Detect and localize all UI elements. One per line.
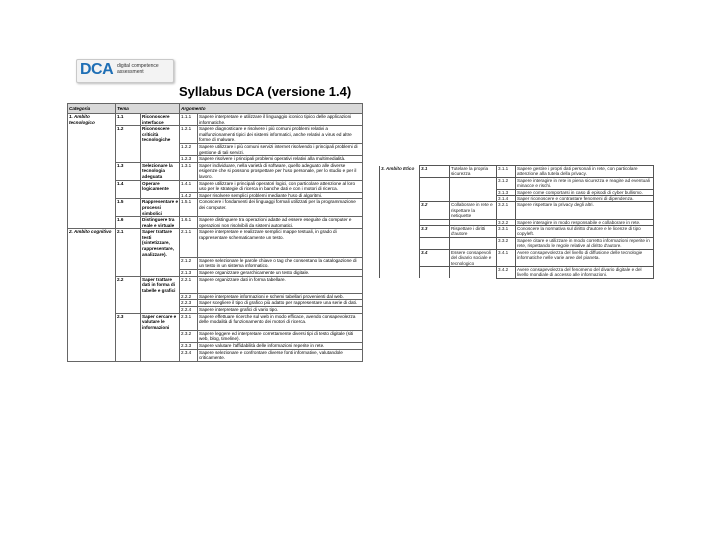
- tema-code: [116, 307, 141, 314]
- tema-name: [450, 237, 497, 249]
- argomento-code: 1.1.1: [180, 114, 198, 126]
- category-cell: [68, 293, 116, 300]
- table-row: [380, 177, 654, 189]
- argomento-text: Saper risolvere semplici problemi mediante l'uso di algoritmi.: [198, 192, 363, 199]
- tema-name: Rispettare i diritti d'autore: [450, 226, 497, 238]
- table-row: [68, 276, 363, 293]
- category-cell: [68, 126, 116, 144]
- argomento-code: 3.3.1: [497, 226, 516, 238]
- tema-name: Saper trattare testi (sintetizzare, rappresentare, analizzare).: [141, 229, 180, 257]
- tema-code: [420, 237, 450, 249]
- table-row: [68, 269, 363, 276]
- category-cell: [380, 237, 420, 249]
- argomento-text: Sapere utilizzare i principali operatori logici, con particolare attenzione al loro uso per le strategie di ricerca in banche dati e con i motori di ricerca.: [198, 180, 363, 192]
- category-cell: [68, 307, 116, 314]
- argomento-code: 3.4.2: [497, 266, 516, 278]
- argomento-text: Avere consapevolezza del livello di diffusione delle tecnologie informatiche nelle varie aree del pianeta.: [516, 249, 654, 266]
- argomento-code: 1.5.1: [180, 199, 198, 217]
- argomento-code: 3.1.2: [497, 177, 516, 189]
- argomento-text: Sapere diagnosticare e risolvere i più comuni problemi relativi a malfunzionamenti tipici dei sistemi informatici, anche relativi a virus ed altre forme di malware.: [198, 126, 363, 144]
- tema-name: [450, 266, 497, 278]
- tema-name: [141, 293, 180, 300]
- argomento-text: Sapere distinguere tra operazioni adatte ad essere eseguite da computer e operazioni non risolvibili da sistemi automatici.: [198, 217, 363, 229]
- tema-code: 1.1: [116, 114, 141, 126]
- argomento-code: 3.3.2: [497, 237, 516, 249]
- category-cell: [380, 202, 420, 219]
- table-row: [68, 192, 363, 199]
- table-row: [380, 237, 654, 249]
- tema-name: Operare logicamente: [141, 180, 180, 192]
- table-row: [68, 300, 363, 307]
- argomento-code: 1.2.1: [180, 126, 198, 144]
- category-cell: 2. Ambito cognitivo: [68, 229, 116, 257]
- argomento-code: 1.3.1: [180, 162, 198, 180]
- table-row: [68, 229, 363, 257]
- argomento-text: Sapere interagire in modo responsabile e collaborare in rete.: [516, 219, 654, 225]
- tema-code: [116, 330, 141, 342]
- category-cell: 3. Ambito Etico: [380, 166, 420, 178]
- tema-code: 1.6: [116, 217, 141, 229]
- argomento-code: 1.6.1: [180, 217, 198, 229]
- header-tema: Tema: [116, 104, 180, 114]
- tema-code: 3.4: [420, 249, 450, 266]
- table-header-row: [68, 104, 363, 114]
- table-row: [68, 126, 363, 144]
- argomento-code: 2.2.4: [180, 307, 198, 314]
- argomento-text: Avere consapevolezza del fenomeno del divario digitale e del livello mondiale di accesso alle informazioni.: [516, 266, 654, 278]
- argomento-text: Sapere leggere ed interpretare correttamente diversi tipi di testo digitale (siti web, blog, timeline).: [198, 330, 363, 342]
- tema-code: [116, 192, 141, 199]
- tema-code: 1.3: [116, 162, 141, 180]
- table-row: [68, 330, 363, 342]
- table-row: [68, 114, 363, 126]
- category-cell: [68, 343, 116, 350]
- argomento-text: Sapere come comportarsi in caso di episodi di cyber bullismo.: [516, 189, 654, 195]
- category-cell: [68, 330, 116, 342]
- category-cell: [68, 162, 116, 180]
- table-row: [68, 199, 363, 217]
- table-row: [68, 217, 363, 229]
- table-row: [380, 266, 654, 278]
- argomento-text: Sapere valutare l'affidabilità delle informazioni reperite in rete.: [198, 343, 363, 350]
- tema-code: 1.5: [116, 199, 141, 217]
- argomento-code: 2.1.2: [180, 257, 198, 269]
- tema-name: Saper trattare dati in forma di tabelle e grafici: [141, 276, 180, 293]
- table-row: [380, 166, 654, 178]
- argomento-text: Sapere selezionare le parole chiave o tag che consentano la catalogazione di un testo in un sistema informatico.: [198, 257, 363, 269]
- tema-code: [420, 266, 450, 278]
- table-row: [68, 349, 363, 361]
- category-cell: [68, 269, 116, 276]
- table-row: [380, 202, 654, 219]
- table-row: [68, 180, 363, 192]
- tema-name: Riconoscere interfacce: [141, 114, 180, 126]
- category-cell: [68, 192, 116, 199]
- argomento-code: 3.1.4: [497, 196, 516, 202]
- tema-name: Essere consapevoli del divario sociale e tecnologico: [450, 249, 497, 266]
- argomento-text: Sapere interagire in rete in piena sicurezza e reagire ad eventuali minacce e rischi.: [516, 177, 654, 189]
- table-row: [380, 249, 654, 266]
- tema-code: [116, 343, 141, 350]
- argomento-text: Conoscere la normativa sul diritto d'autore e le licenze di tipo copyleft.: [516, 226, 654, 238]
- tema-name: [141, 349, 180, 361]
- header-argomento: Argomento: [180, 104, 363, 114]
- argomento-code: 2.3.3: [180, 343, 198, 350]
- tema-code: [116, 293, 141, 300]
- tema-code: [116, 156, 141, 163]
- argomento-text: Sapere effettuare ricerche sul web in modo efficace, avendo consapevolezza delle modalità di funzionamento dei motori di ricerca.: [198, 313, 363, 330]
- tema-name: Tutelare la propria sicurezza: [450, 166, 497, 178]
- tema-code: 2.3: [116, 313, 141, 330]
- category-cell: [68, 300, 116, 307]
- tema-code: 3.3: [420, 226, 450, 238]
- argomento-text: Saper scegliere il tipo di grafico più adatto per rappresentare una serie di dati.: [198, 300, 363, 307]
- argomento-code: 2.2.1: [180, 276, 198, 293]
- argomento-text: Sapere organizzare dati in forma tabellare.: [198, 276, 363, 293]
- page-title: Syllabus DCA (versione 1.4): [179, 84, 352, 99]
- argomento-text: Sapere selezionare e confrontare diverse fonti informative, valutandole criticamente.: [198, 349, 363, 361]
- logo-box: [76, 59, 174, 83]
- argomento-code: 2.2.2: [180, 293, 198, 300]
- category-cell: [68, 313, 116, 330]
- tema-name: [141, 156, 180, 163]
- category-cell: [380, 177, 420, 189]
- argomento-text: Sapere utilizzare i più comuni servizi internet risolvendo i principali problemi di gestione di tali servizi.: [198, 143, 363, 155]
- argomento-text: Sapere interpretare e utilizzare il linguaggio iconico tipico delle applicazioni informatiche.: [198, 114, 363, 126]
- tema-name: [141, 192, 180, 199]
- tema-name: Distinguere tra reale e virtuale: [141, 217, 180, 229]
- argomento-text: Sapere interpretare informazioni e schemi tabellari provenienti dal web.: [198, 293, 363, 300]
- argomento-code: 1.4.2: [180, 192, 198, 199]
- argomento-code: 1.4.1: [180, 180, 198, 192]
- header-categoria: Categoria: [68, 104, 116, 114]
- tema-code: 2.1: [116, 229, 141, 257]
- tema-name: [141, 300, 180, 307]
- argomento-code: 2.3.4: [180, 349, 198, 361]
- argomento-code: 3.1.3: [497, 189, 516, 195]
- category-cell: [380, 226, 420, 238]
- argomento-code: 3.2.2: [497, 219, 516, 225]
- category-cell: [68, 156, 116, 163]
- table-row: [68, 162, 363, 180]
- tema-code: 2.2: [116, 276, 141, 293]
- category-cell: [68, 349, 116, 361]
- argomento-code: 3.1.1: [497, 166, 516, 178]
- argomento-code: 2.1.1: [180, 229, 198, 257]
- tema-name: Selezionare la tecnologia adeguata: [141, 162, 180, 180]
- argomento-text: Sapere rispettare la privacy degli altri.: [516, 202, 654, 219]
- tema-code: [116, 269, 141, 276]
- tema-name: [141, 143, 180, 155]
- category-cell: [380, 249, 420, 266]
- logo-brand: DCA: [80, 61, 114, 78]
- argomento-text: Sapere interpretare grafici di vario tipo.: [198, 307, 363, 314]
- table-row: [68, 293, 363, 300]
- tema-name: [450, 177, 497, 189]
- table-row: [380, 226, 654, 238]
- tema-code: [116, 349, 141, 361]
- table-row: [68, 307, 363, 314]
- argomento-text: Saper riconoscere e contrastare fenomeni di dipendenza.: [516, 196, 654, 202]
- argomento-code: 2.1.3: [180, 269, 198, 276]
- tema-name: Riconoscere criticità tecnologiche: [141, 126, 180, 144]
- table-row: [68, 143, 363, 155]
- tema-name: Saper cercare e valutare le informazioni: [141, 313, 180, 330]
- category-cell: 1. Ambito tecnologico: [68, 114, 116, 126]
- category-cell: [68, 276, 116, 293]
- tema-name: [141, 307, 180, 314]
- tema-code: [116, 143, 141, 155]
- argomento-text: Sapere risolvere i principali problemi operativi relativi alla multimedialità.: [198, 156, 363, 163]
- tema-name: [141, 330, 180, 342]
- argomento-code: 2.3.1: [180, 313, 198, 330]
- category-cell: [68, 199, 116, 217]
- category-cell: [68, 217, 116, 229]
- tema-code: 1.4: [116, 180, 141, 192]
- argomento-code: 3.2.1: [497, 202, 516, 219]
- argomento-text: Sapere interpretare e realizzare semplici mappe testuali, in grado di rappresentare schematicamente un testo.: [198, 229, 363, 257]
- category-cell: [68, 180, 116, 192]
- table-row: [68, 343, 363, 350]
- tema-name: [141, 257, 180, 269]
- tema-code: 1.2: [116, 126, 141, 144]
- argomento-text: Sapere citare e utilizzare in modo corretto informazioni reperite in rete, rispettando le regole relative al diritto d'autore.: [516, 237, 654, 249]
- argomento-code: 1.2.2: [180, 143, 198, 155]
- tema-name: [141, 269, 180, 276]
- tema-code: [420, 177, 450, 189]
- logo-tagline: digital competence assessment: [117, 63, 159, 75]
- table-row: [68, 156, 363, 163]
- tema-code: 3.1: [420, 166, 450, 178]
- tema-name: Rappresentare e processi simbolici: [142, 199, 179, 216]
- category-cell: [380, 266, 420, 278]
- argomento-text: Conoscere i fondamenti dei linguaggi formali utilizzati per la programmazione dei computer.: [198, 199, 363, 217]
- syllabus-table-left: [67, 103, 363, 362]
- category-cell: [68, 257, 116, 269]
- tema-code: 3.2: [420, 202, 450, 219]
- argomento-code: 3.4.1: [497, 249, 516, 266]
- tema-name: Collaborare in rete e rispettare la netiquette: [450, 202, 497, 219]
- argomento-code: 1.2.3: [180, 156, 198, 163]
- argomento-code: 2.2.3: [180, 300, 198, 307]
- dca-logo: [76, 59, 172, 81]
- argomento-text: Saper individuare, nella varietà di software, quello adeguato alle diverse esigenze che si possono prospettare per l'uso personale, per lo studio e per il lavoro.: [198, 162, 363, 180]
- argomento-code: 2.3.2: [180, 330, 198, 342]
- table-row: [68, 313, 363, 330]
- tema-code: [116, 257, 141, 269]
- category-cell: [68, 143, 116, 155]
- argomento-text: Sapere organizzare gerarchicamente un testo digitale.: [198, 269, 363, 276]
- table-row: [68, 257, 363, 269]
- syllabus-table-right: [379, 165, 654, 279]
- tema-name: [141, 343, 180, 350]
- argomento-text: Sapere gestire i propri dati personali in rete, con particolare attenzione alla tutela della privacy.: [516, 166, 654, 178]
- tema-code: [116, 300, 141, 307]
